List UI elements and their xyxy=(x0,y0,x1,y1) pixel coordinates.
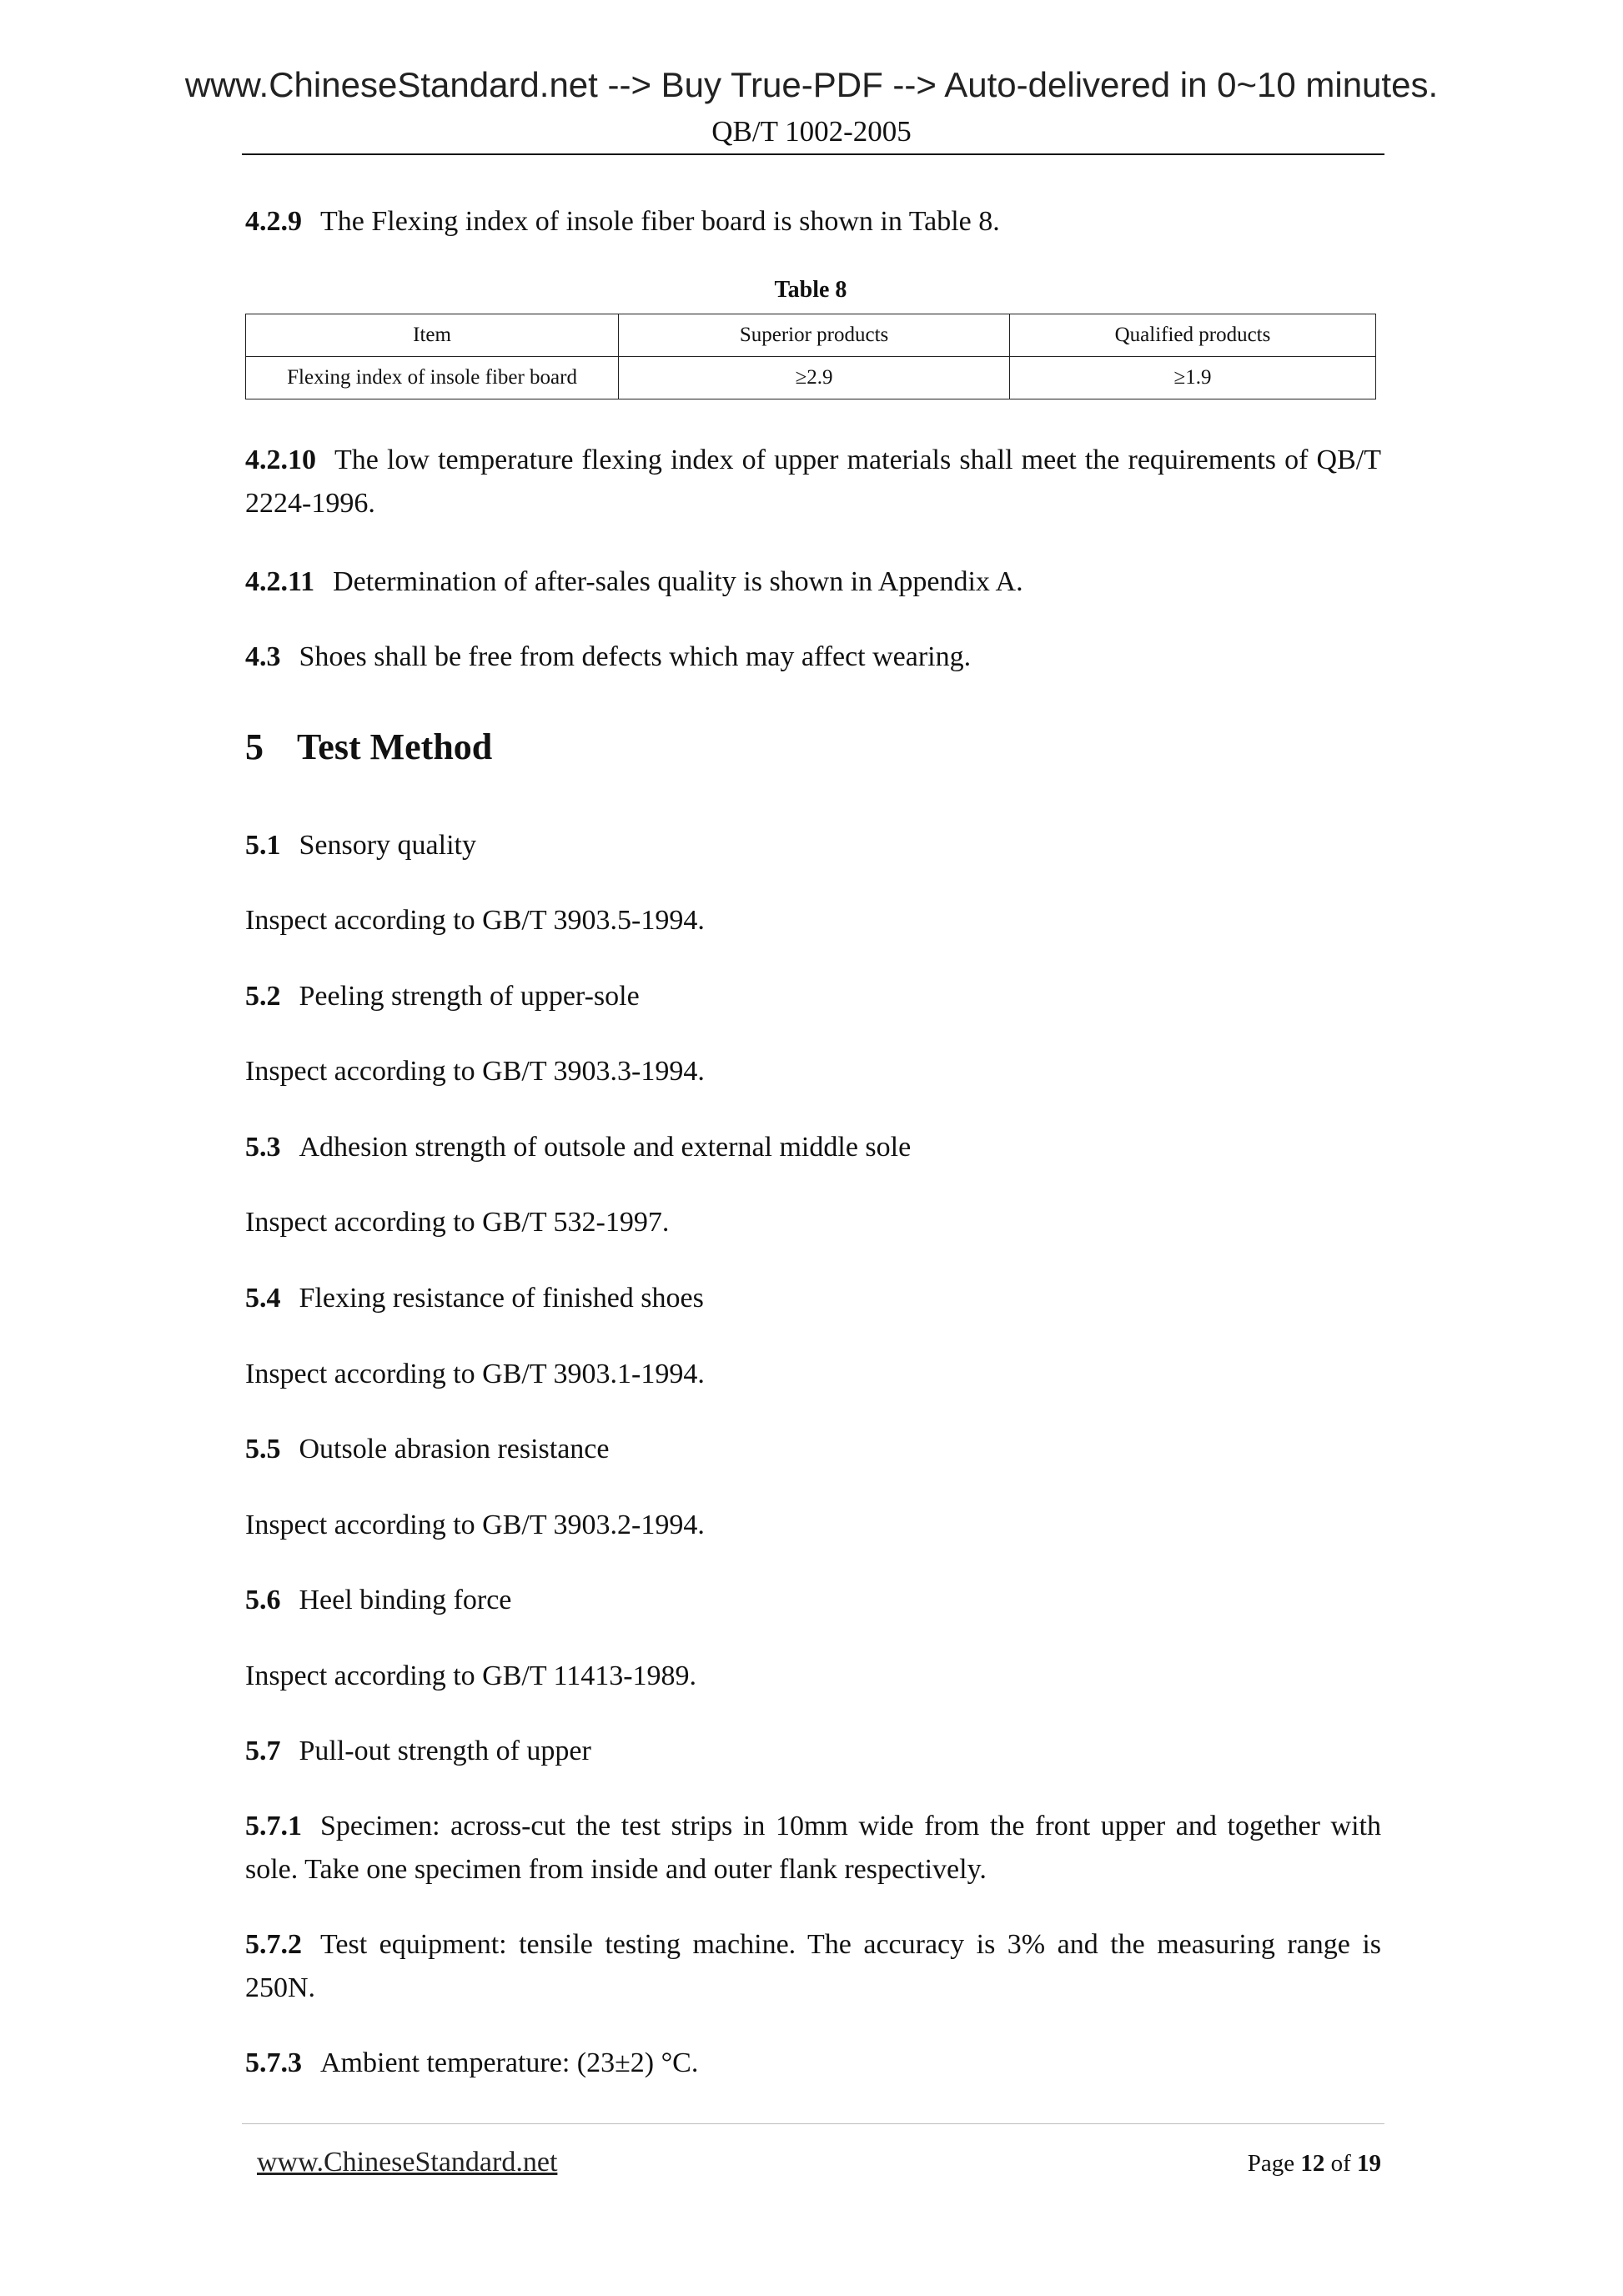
clause-body: Inspect according to GB/T 3903.2-1994. xyxy=(245,1510,705,1540)
clause-number: 5.4 xyxy=(245,1283,281,1314)
page-word: Page xyxy=(1247,2150,1295,2177)
clause-text: Test equipment: tensile testing machine. The accuracy is 3% and the measuring range is 250N. xyxy=(245,1929,1381,2003)
footer-rule xyxy=(242,2123,1384,2124)
subclause-5-7 xyxy=(245,1730,1381,1773)
clause-title: Peeling strength of upper-sole xyxy=(299,981,640,1012)
clause-4-2-9 xyxy=(245,200,1381,244)
section-number: 5 xyxy=(245,726,264,767)
total-pages: 19 xyxy=(1357,2150,1381,2177)
clause-body: Inspect according to GB/T 3903.5-1994. xyxy=(245,905,705,936)
clause-title: Flexing resistance of finished shoes xyxy=(299,1283,704,1314)
page-number xyxy=(1248,2150,1381,2178)
clause-4-2-10 xyxy=(245,439,1381,525)
clause-number: 5.7.2 xyxy=(245,1929,302,1960)
standard-number: QB/T 1002-2005 xyxy=(711,115,912,148)
table-header-cell: Qualified products xyxy=(1009,314,1375,357)
subclause-5-5 xyxy=(245,1428,1381,1471)
clause-number: 5.5 xyxy=(245,1434,281,1465)
table-header-cell: Superior products xyxy=(619,314,1010,357)
table-row xyxy=(246,357,1376,399)
clause-body: Inspect according to GB/T 11413-1989. xyxy=(245,1660,697,1691)
clause-text: Specimen: across-cut the test strips in 10mm wide from the front upper and together with sole. Take one specimen from inside and outer flank respectively. xyxy=(245,1811,1381,1885)
clause-number: 4.3 xyxy=(245,641,281,672)
footer-site-link[interactable]: www.ChineseStandard.net xyxy=(257,2147,558,2178)
subclause-5-2 xyxy=(245,975,1381,1018)
clause-number: 5.1 xyxy=(245,830,281,861)
of-word: of xyxy=(1330,2150,1351,2177)
subclause-5-6 xyxy=(245,1579,1381,1622)
subclause-5-7-1 xyxy=(245,1805,1381,1892)
subclause-5-3 xyxy=(245,1126,1381,1169)
subclause-5-7-2 xyxy=(245,1923,1381,2010)
clause-title: Adhesion strength of outsole and external middle sole xyxy=(299,1132,912,1163)
clause-title: Sensory quality xyxy=(299,830,476,861)
table-header-cell: Item xyxy=(246,314,619,357)
clause-text: The low temperature flexing index of upper materials shall meet the requirements of QB/T 2224-1996. xyxy=(245,445,1381,519)
subclause-5-7-3 xyxy=(245,2042,1381,2085)
clause-number: 5.7 xyxy=(245,1736,281,1766)
clause-text: The Flexing index of insole fiber board is shown in Table 8. xyxy=(320,206,1000,237)
clause-number: 5.2 xyxy=(245,981,281,1012)
clause-number: 4.2.10 xyxy=(245,445,316,475)
clause-text: Determination of after-sales quality is shown in Appendix A. xyxy=(333,566,1023,597)
clause-body: Inspect according to GB/T 532-1997. xyxy=(245,1207,670,1238)
clause-title: Pull-out strength of upper xyxy=(299,1736,591,1766)
clause-4-2-11 xyxy=(245,560,1381,604)
table-cell: Flexing index of insole fiber board xyxy=(246,357,619,399)
clause-title: Heel binding force xyxy=(299,1585,512,1615)
clause-text: Shoes shall be free from defects which may affect wearing. xyxy=(299,641,972,672)
clause-title: Outsole abrasion resistance xyxy=(299,1434,610,1465)
clause-number: 4.2.11 xyxy=(245,566,315,597)
table-header-row xyxy=(246,314,1376,357)
clause-number: 4.2.9 xyxy=(245,206,302,237)
section-heading xyxy=(245,726,492,768)
clause-text: Ambient temperature: (23±2) °C. xyxy=(320,2047,699,2078)
subclause-5-1 xyxy=(245,824,1381,867)
clause-number: 5.6 xyxy=(245,1585,281,1615)
clause-number: 5.3 xyxy=(245,1132,281,1163)
clause-number: 5.7.3 xyxy=(245,2047,302,2078)
table-8 xyxy=(245,314,1376,399)
table-caption: Table 8 xyxy=(774,277,847,303)
header-rule xyxy=(242,153,1384,155)
subclause-5-4 xyxy=(245,1277,1381,1320)
site-banner[interactable]: www.ChineseStandard.net --> Buy True-PDF --> Auto-delivered in 0~10 minutes. xyxy=(184,65,1439,104)
clause-body: Inspect according to GB/T 3903.1-1994. xyxy=(245,1359,705,1389)
clause-body: Inspect according to GB/T 3903.3-1994. xyxy=(245,1056,705,1087)
table-cell: ≥2.9 xyxy=(619,357,1010,399)
table-cell: ≥1.9 xyxy=(1009,357,1375,399)
clause-number: 5.7.1 xyxy=(245,1811,302,1841)
current-page: 12 xyxy=(1300,2150,1325,2177)
clause-4-3 xyxy=(245,636,1381,679)
section-title: Test Method xyxy=(297,726,493,767)
